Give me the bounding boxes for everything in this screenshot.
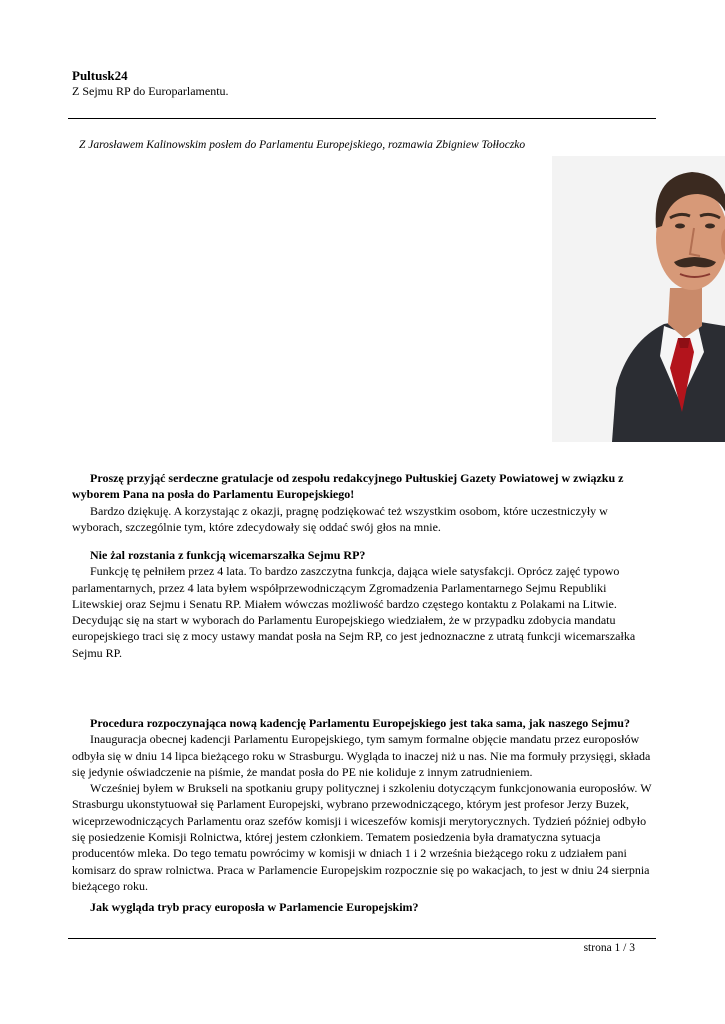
interview-answer: Inauguracja obecnej kadencji Parlamentu Europejskiego, tym samym formalne objęcie mandatu przez europosłów odbyła się w dniu 14 lipca bieżącego roku w Strasburgu. Wygląda to inaczej niż u nas. Nie ma formuły przysięgi, składa się jedynie oświadczenie na piśmie, że mandat posła do PE nie koliduje z innym zatrudnieniem. [72,732,651,779]
interview-answer: Wcześniej byłem w Brukseli na spotkaniu grupy politycznej i szkoleniu dotyczącym funkcjonowania europosłów. W Strasburgu ukonstytuował się Parlament Europejski, wybrano przewodniczącego, którym jest profesor Jerzy Buzek, wiceprzewodniczących Parlamentu oraz szefów komisji i wiceszefów komisji merytorycznych. Tydzień później odbyło się posiedzenie Komisji Rolnictwa, której jestem członkiem. Tematem posiedzenia była dramatyczna sytuacja producentów mleka. Do tego tematu powrócimy w komisji w dniach 1 i 2 września bieżącego roku z udziałem pani komisarz do spraw rolnictwa. Praca w Parlamencie Europejskim rozpocznie się po wakacjach, to jest w dniu 24 sierpnia bieżącego roku. [72,781,652,893]
site-title: Pultusk24 [72,68,128,83]
portrait-photo-icon [552,156,725,442]
interview-question: Procedura rozpoczynająca nową kadencję Parlamentu Europejskiego jest taka sama, jak naszego Sejmu? [90,716,630,730]
interview-question: Proszę przyjąć serdeczne gratulacje od zespołu redakcyjnego Pułtuskiej Gazety Powiatowej w związku z wyborem Pana na posła do Parlamentu Europejskiego! [72,471,624,502]
article-intro: Z Jarosławem Kalinowskim posłem do Parlamentu Europejskiego, rozmawia Zbigniew Tołłoczko [79,139,526,151]
qa-block-3 [72,715,656,894]
page-number: strona 1 / 3 [583,942,635,954]
footer-divider [68,938,656,939]
interview-answer: Bardzo dziękuję. A korzystając z okazji, pragnę podziękować też wszystkim osobom, które uczestniczyły w wyborach, szczególnie tym, które zdecydowały się oddać swój głos na mnie. [72,503,608,534]
interview-question: Jak wygląda tryb pracy europosła w Parlamencie Europejskim? [90,900,419,914]
qa-block-1 [72,470,656,535]
interview-question: Nie żal rozstania z funkcją wicemarszałka Sejmu RP? [90,548,366,562]
portrait-photo [552,156,725,442]
header-divider [68,118,656,119]
qa-block-2 [72,547,656,661]
article-subtitle: Z Sejmu RP do Europarlamentu. [72,84,229,98]
qa-block-4 [72,899,656,915]
interview-answer: Funkcję tę pełniłem przez 4 lata. To bardzo zaszczytna funkcja, dająca wiele satysfakcji. Oprócz zajęć typowo parlamentarnych, przez 4 lata byłem współprzewodniczącym Zgromadzenia Parlamentarnego Sejmu Republiki Litewskiej oraz Sejmu i Senatu RP. Miałem wówczas możliwość bardzo częstego kontaktu z Polakami na Litwie. Decydując się na start w wyborach do Parlamentu Europejskiego wiedziałem, że w przypadku zdobycia mandatu europejskiego traci się z mocy ustawy mandat posła na Sejm RP, co jest jednoznaczne z utratą funkcji wicemarszałka Sejmu RP. [72,564,636,660]
